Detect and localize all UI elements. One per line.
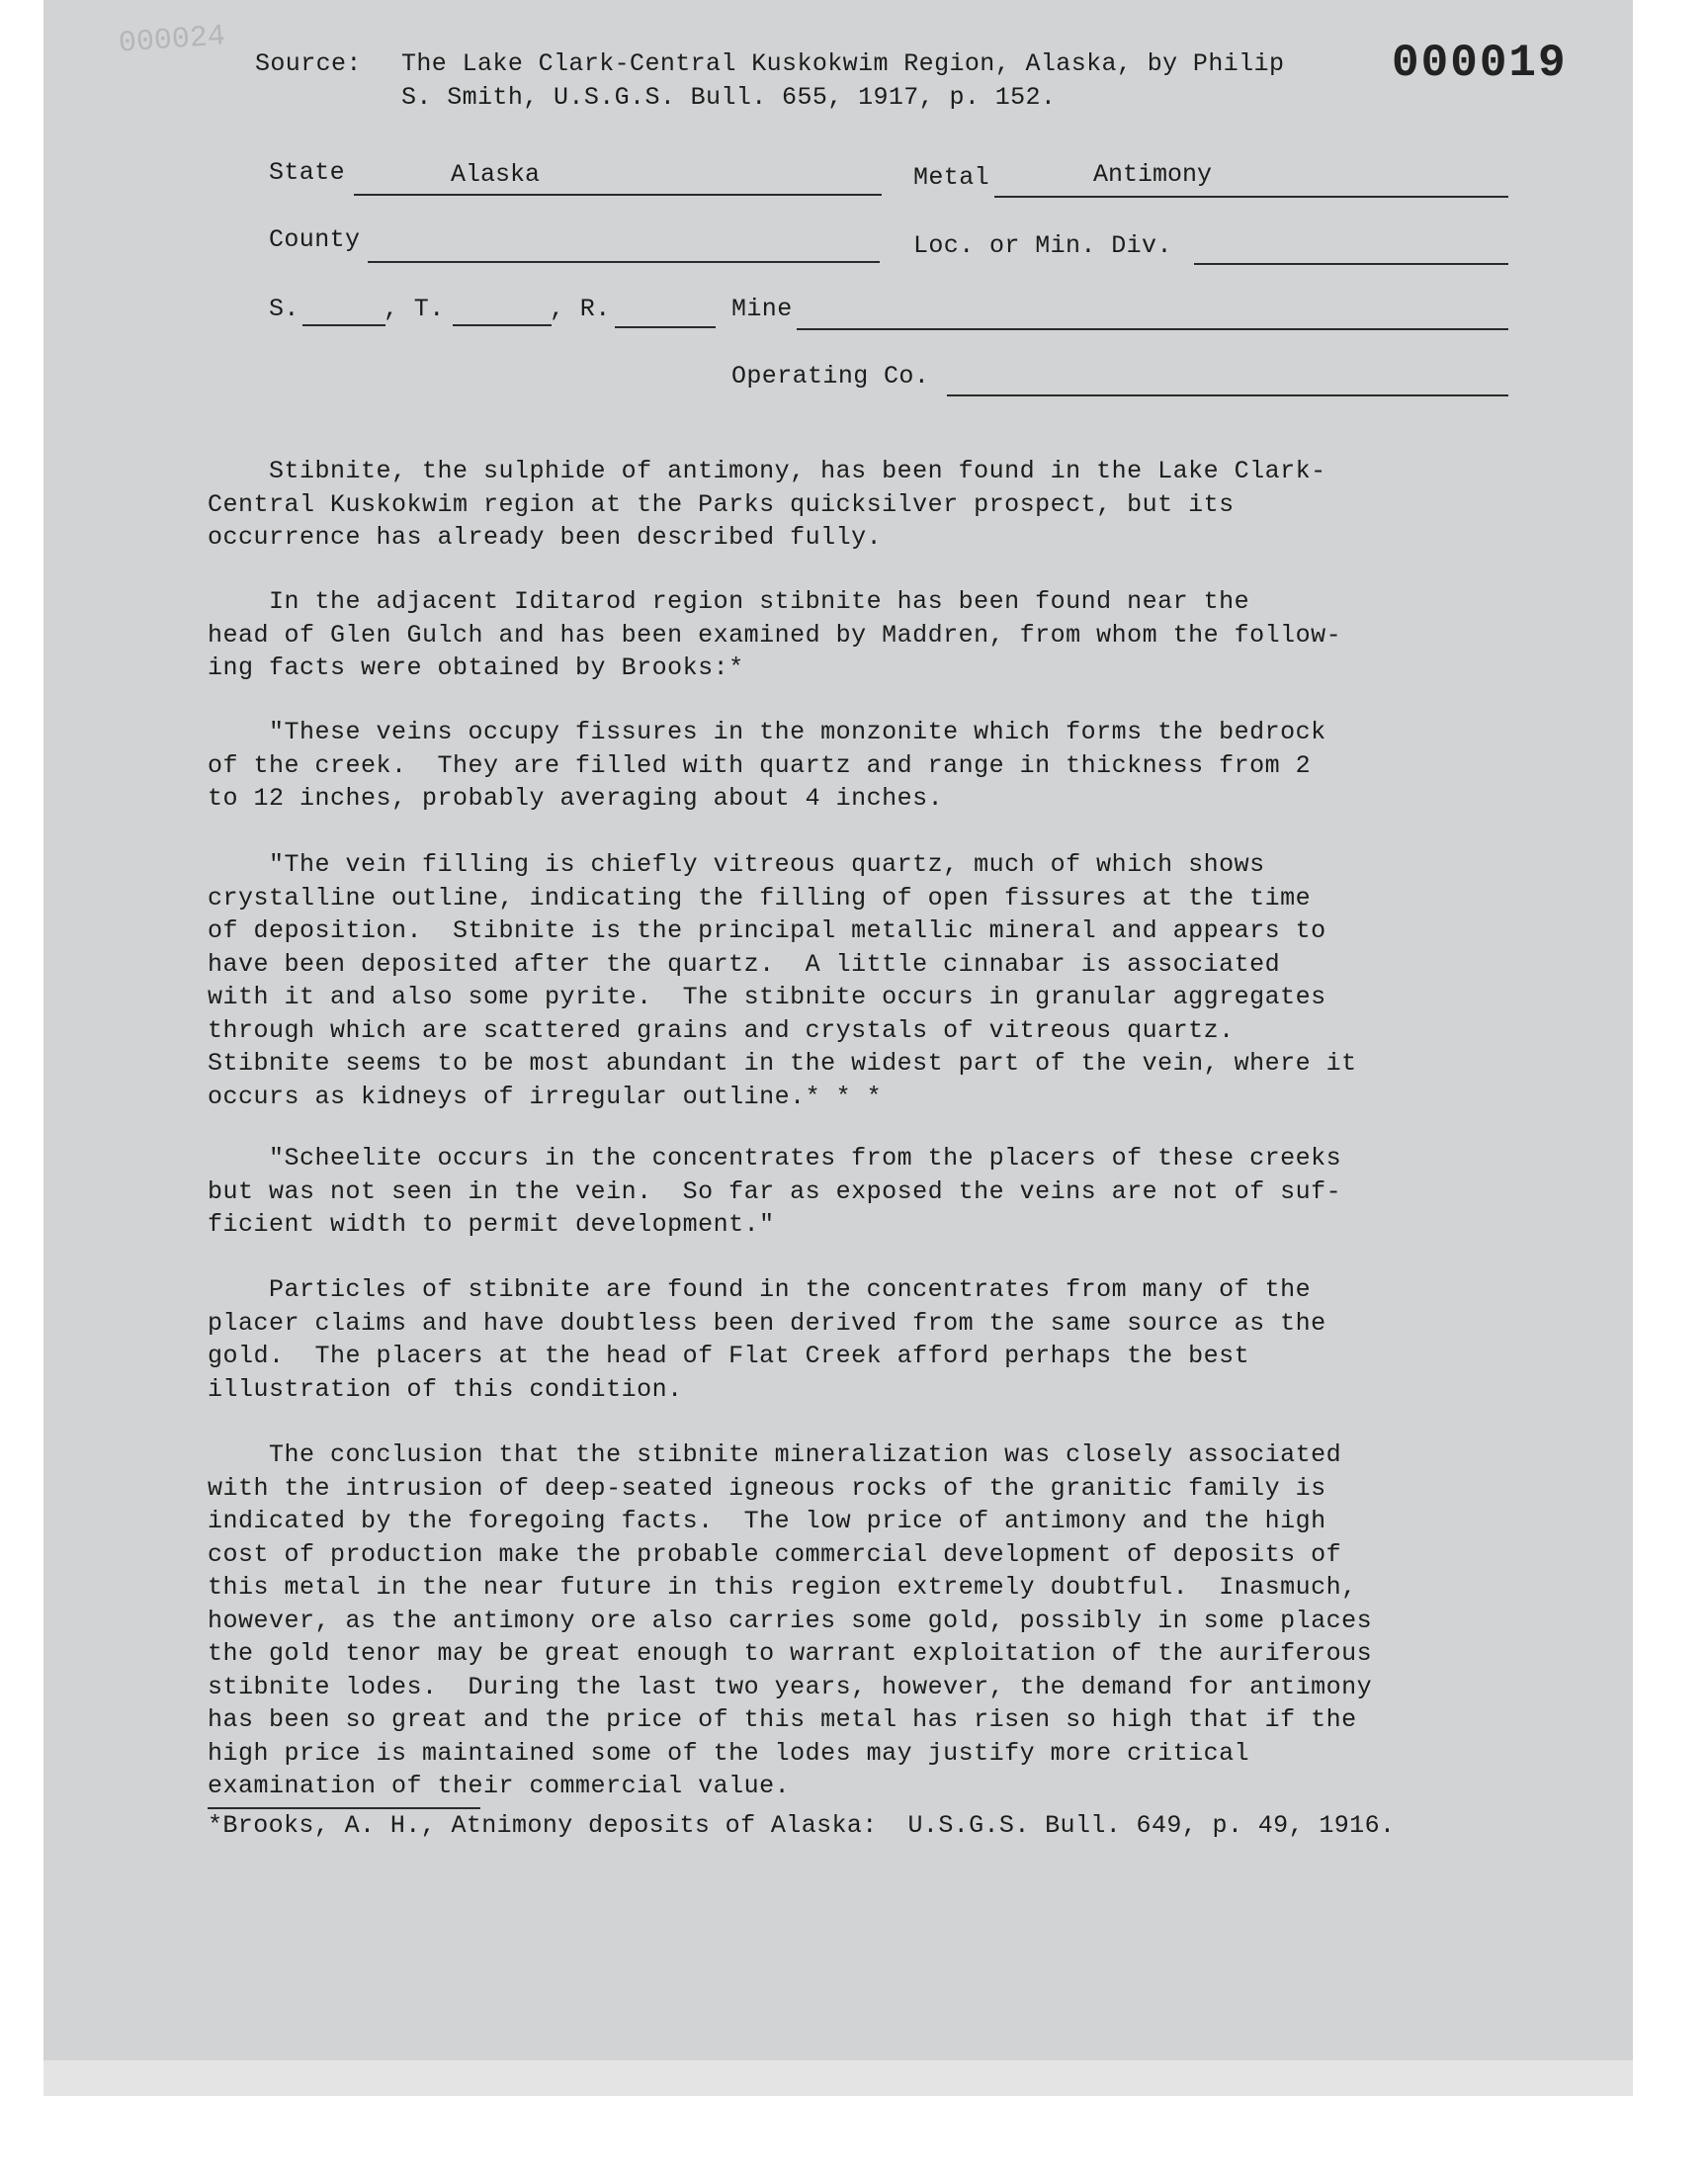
paragraph-line: with the intrusion of deep-seated igneous rocks of the granitic family is: [208, 1473, 1326, 1503]
corner-stamp: 000024: [117, 20, 227, 61]
loc-label: Loc. or Min. Div.: [913, 231, 1172, 260]
paragraph-line: Particles of stibnite are found in the concentrates from many of the: [208, 1275, 1312, 1304]
township-underline: [453, 324, 552, 326]
paragraph-line: have been deposited after the quartz. A little cinnabar is associated: [208, 949, 1281, 979]
paragraph-line: stibnite lodes. During the last two years, however, the demand for antimony: [208, 1672, 1373, 1701]
paragraph-3-quote: [208, 716, 1493, 816]
section-label: S.: [269, 295, 299, 323]
state-label: State: [269, 158, 346, 187]
range-label: , R.: [550, 295, 611, 323]
paragraph-line: placer claims and have doubtless been derived from the same source as the: [208, 1308, 1326, 1338]
source-label: Source:: [255, 49, 362, 78]
paragraph-line: gold. The placers at the head of Flat Creek afford perhaps the best: [208, 1342, 1250, 1370]
metal-underline: [994, 196, 1508, 198]
paragraph-line: indicated by the foregoing facts. The low price of antimony and the high: [208, 1507, 1326, 1535]
paragraph-line: occurs as kidneys of irregular outline.* * *: [208, 1082, 883, 1111]
paragraph-line: ing facts were obtained by Brooks:*: [208, 653, 744, 682]
loc-underline: [1194, 263, 1508, 265]
metal-label: Metal: [913, 163, 990, 192]
operating-underline: [947, 394, 1508, 396]
sheet-bottom-edge: [43, 2060, 1633, 2096]
paragraph-5-quote: [208, 1142, 1493, 1242]
paragraph-2: [208, 585, 1493, 685]
mine-label: Mine: [731, 295, 793, 323]
paragraph-line: Central Kuskokwim region at the Parks quicksilver prospect, but its: [208, 489, 1235, 519]
paragraph-line: crystalline outline, indicating the filling of open fissures at the time: [208, 883, 1312, 913]
paragraph-line: of the creek. They are filled with quartz and range in thickness from 2: [208, 750, 1312, 780]
operating-label: Operating Co.: [731, 362, 930, 391]
state-value: Alaska: [451, 160, 541, 189]
county-label: County: [269, 225, 361, 254]
paragraph-line: has been so great and the price of this metal has risen so high that if the: [208, 1705, 1357, 1734]
paragraph-line: high price is maintained some of the lodes may justify more critical: [208, 1738, 1250, 1768]
section-underline: [302, 324, 385, 326]
state-underline: [354, 194, 882, 196]
paragraph-line: but was not seen in the vein. So far as exposed the veins are not of suf-: [208, 1176, 1342, 1206]
range-underline: [615, 326, 716, 328]
paragraph-line: In the adjacent Iditarod region stibnite has been found near the: [208, 587, 1250, 616]
source-line-2: S. Smith, U.S.G.S. Bull. 655, 1917, p. 152.: [401, 83, 1057, 112]
paragraph-line: with it and also some pyrite. The stibnite occurs in granular aggregates: [208, 983, 1326, 1011]
paragraph-7: [208, 1438, 1493, 1803]
paragraph-line: "Scheelite occurs in the concentrates from the placers of these creeks: [208, 1144, 1342, 1173]
metal-value: Antimony: [1093, 160, 1213, 189]
paragraph-line: the gold tenor may be great enough to warrant exploitation of the auriferous: [208, 1639, 1373, 1668]
paragraph-line: cost of production make the probable commercial development of deposits of: [208, 1539, 1342, 1569]
paragraph-line: occurrence has already been described fully.: [208, 523, 883, 552]
paragraph-line: The conclusion that the stibnite mineralization was closely associated: [208, 1440, 1342, 1469]
paragraph-line: this metal in the near future in this region extremely doubtful. Inasmuch,: [208, 1573, 1357, 1602]
paragraph-line: "These veins occupy fissures in the monzonite which forms the bedrock: [208, 718, 1326, 746]
paragraph-line: to 12 inches, probably averaging about 4 inches.: [208, 784, 944, 813]
paragraph-line: Stibnite, the sulphide of antimony, has been found in the Lake Clark-: [208, 457, 1326, 485]
county-underline: [368, 261, 880, 263]
paragraph-line: illustration of this condition.: [208, 1374, 683, 1404]
paragraph-line: Stibnite seems to be most abundant in the widest part of the vein, where it: [208, 1049, 1357, 1078]
paragraph-line: head of Glen Gulch and has been examined by Maddren, from whom the follow-: [208, 620, 1342, 650]
paragraph-1: [208, 455, 1493, 555]
footnote: *Brooks, A. H., Atnimony deposits of Alaska: U.S.G.S. Bull. 649, p. 49, 1916.: [208, 1811, 1396, 1840]
paragraph-4-quote: [208, 848, 1493, 1113]
paragraph-line: of deposition. Stibnite is the principal metallic mineral and appears to: [208, 916, 1326, 945]
paragraph-line: examination of their commercial value.: [208, 1772, 791, 1800]
township-label: , T.: [384, 295, 445, 323]
source-line-1: The Lake Clark-Central Kuskokwim Region, Alaska, by Philip: [401, 49, 1285, 78]
paragraph-6: [208, 1273, 1493, 1406]
paragraph-line: however, as the antimony ore also carries some gold, possibly in some places: [208, 1606, 1373, 1635]
paragraph-line: ficient width to permit development.": [208, 1210, 775, 1239]
document-number: 000019: [1392, 38, 1568, 89]
mine-underline: [797, 328, 1508, 330]
paragraph-line: "The vein filling is chiefly vitreous quartz, much of which shows: [208, 850, 1265, 879]
paragraph-line: through which are scattered grains and crystals of vitreous quartz.: [208, 1015, 1235, 1045]
